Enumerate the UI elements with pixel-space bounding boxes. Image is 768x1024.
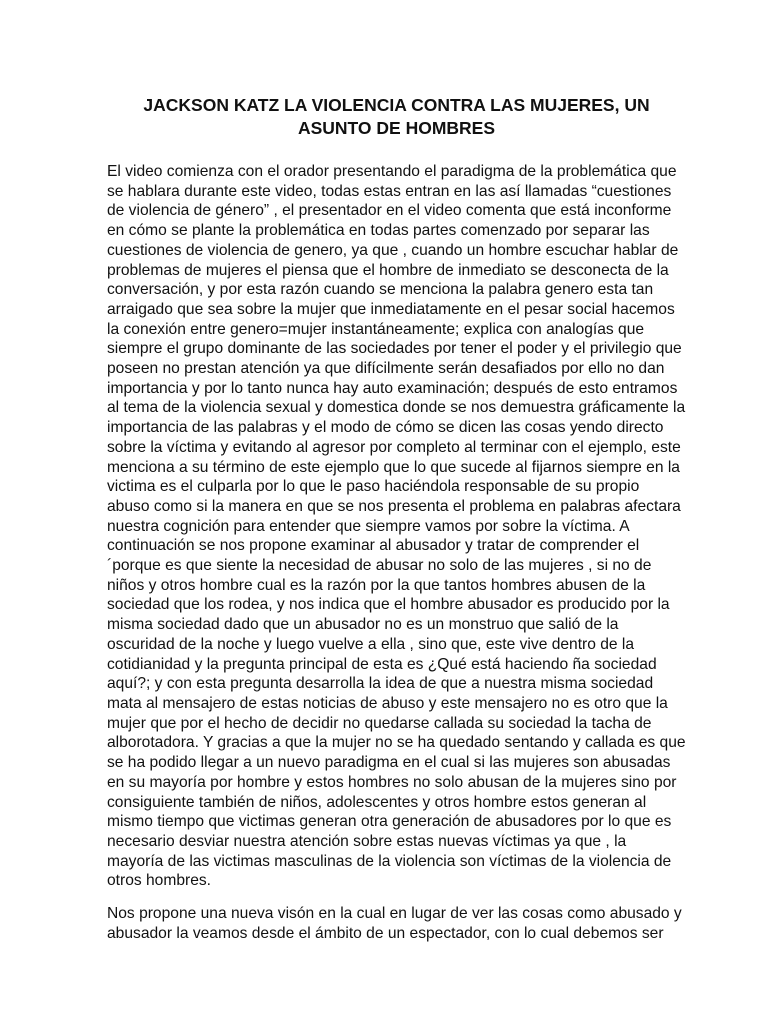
body-paragraph-1: El video comienza con el orador presentando el paradigma de la problemática que se hablara durante este video, todas estas entran en las así llamadas “cuestiones de violencia de género” , el presentador en el video comenta que está inconforme en cómo se plante la problemática en todas partes comenzado por separar las cuestiones de violencia de genero, ya que , cuando un hombre escuchar hablar de problemas de mujeres el piensa que el hombre de inmediato se desconecta de la conversación, y por esta razón cuando se menciona la palabra genero esta tan arraigado que sea sobre la mujer que inmediatamente en el pesar social hacemos la conexión entre genero=mujer instantáneamente; explica con analogías que siempre el grupo dominante de las sociedades por tener el poder y el privilegio que poseen no prestan atención ya que difícilmente serán desafiados por ello no dan importancia y por lo tanto nunca hay auto examinación; después de esto entramos al tema de la violencia sexual y domestica donde se nos demuestra gráficamente la importancia de las palabras y el modo de cómo se dicen las cosas yendo directo sobre la víctima y evitando al agresor por completo al terminar con el ejemplo, este menciona a su término de este ejemplo que lo que sucede al fijarnos siempre en la victima es el culparla por lo que le paso haciéndola responsable de su propio abuso como si la manera en que se nos presenta el problema en palabras afectara nuestra cognición para entender que siempre vamos por sobre la víctima. A continuación se nos propone examinar al abusador y tratar de comprender el ´porque es que siente la necesidad de abusar no solo de las mujeres , si no de niños y otros hombre cual es la razón por la que tantos hombres abusen de la sociedad que los rodea, y nos indica que el hombre abusador es producido por la misma sociedad dado que un abusador no es un monstruo que salió de la oscuridad de la noche y luego vuelve a ella , sino que, este vive dentro de la cotidianidad y la pregunta principal de esta es ¿Qué está haciendo ña sociedad aquí?; y con esta pregunta desarrolla la idea de que a nuestra misma sociedad mata al mensajero de estas noticias de abuso y este mensajero no es otro que la mujer que por el hecho de decidir no quedarse callada su sociedad la tacha de alborotadora. Y gracias a que la mujer no se ha quedado sentando y callada es que se ha podido llegar a un nuevo paradigma en el cual si las mujeres son abusadas en su mayoría por hombre y estos hombres no solo abusan de la mujeres sino por consiguiente también de niños, adolescentes y otros hombre estos generan al mismo tiempo que victimas generan otra generación de abusadores por lo que es necesario desviar nuestra atención sobre estas nuevas víctimas ya que , la mayoría de las victimas masculinas de la violencia son víctimas de la violencia de otros hombres.	[107, 163, 686, 890]
document-title: JACKSON KATZ LA VIOLENCIA CONTRA LAS MUJERES, UN ASUNTO DE HOMBRES	[143, 95, 650, 138]
body-paragraph-2: Nos propone una nueva visón en la cual en lugar de ver las cosas como abusado y abusador la veamos desde el ámbito de un espectador, con lo cual debemos ser	[107, 905, 682, 942]
